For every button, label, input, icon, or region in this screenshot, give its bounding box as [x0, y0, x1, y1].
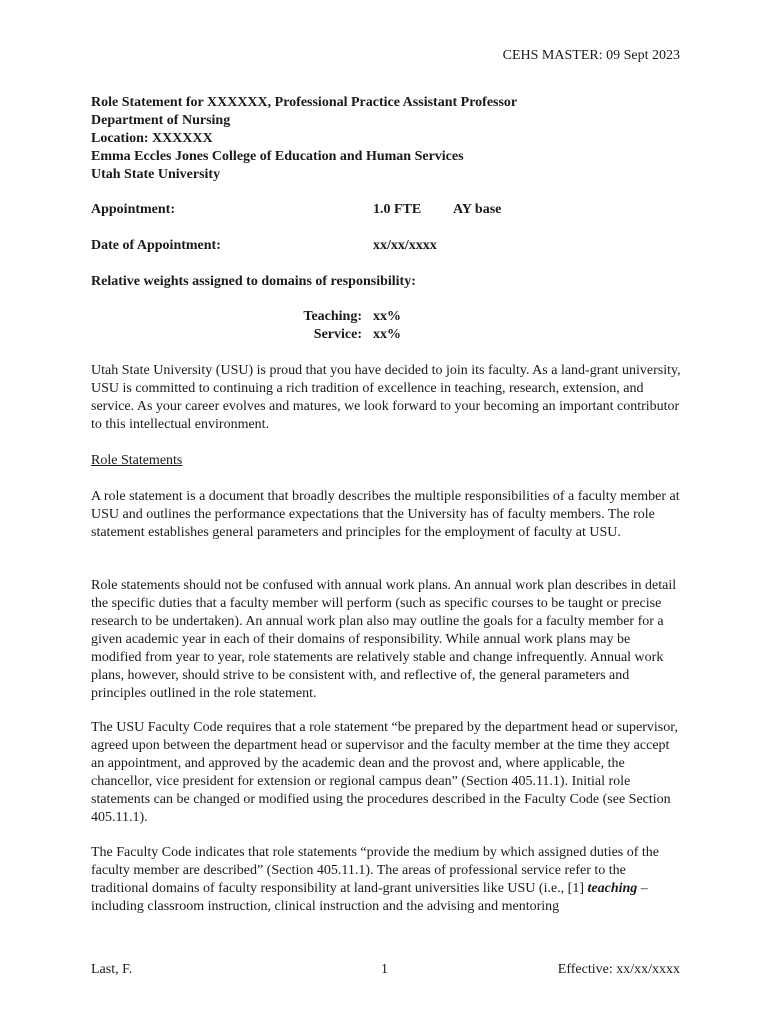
intro-text: Utah State University (USU) is proud that you have decided to join its faculty. As a land-grant university, USU is committed to continuing a rich tradition of excellence in teaching, research, extension, and service. As your career evolves and matures, we look forward to your becoming an important contributor to this intellectual environment.: [91, 363, 681, 432]
paragraph-4-start: The Faculty Code indicates that role statements “provide the medium by which assigned duties of the faculty member are described” (Section 405.11.1). The areas of professional service refer to the traditional domains of faculty responsibility at land-grant universities like USU (i.e., [1]: [91, 845, 660, 896]
teaching-emphasis: teaching: [587, 881, 638, 896]
paragraph-4-end: – including classroom instruction, clinical instruction and the advising and mentoring: [91, 881, 648, 914]
department: Department of Nursing: [91, 113, 231, 128]
location: Location: XXXXXX: [91, 131, 213, 146]
college: Emma Eccles Jones College of Education and Human Services: [91, 149, 464, 164]
paragraph-1: [91, 488, 681, 542]
university: Utah State University: [91, 167, 221, 182]
paragraph-3: [91, 719, 681, 827]
footer-name: Last, F.: [91, 962, 133, 977]
intro-paragraph: [91, 362, 681, 434]
paragraph-4: [91, 844, 681, 916]
paragraph-4-text: [91, 844, 681, 916]
footer-page-number: 1: [381, 962, 388, 977]
role-title: Role Statement for XXXXXX, Professional Practice Assistant Professor: [91, 95, 518, 110]
paragraph-1-text: A role statement is a document that broadly describes the multiple responsibilities of a faculty member at USU and outlines the performance expectations that the University has of faculty members. The role statement establishes general parameters and principles for the employment of faculty at USU.: [91, 489, 680, 540]
paragraph-3-text: The USU Faculty Code requires that a role statement “be prepared by the department head or supervisor, agreed upon between the department head or supervisor and the faculty member at the time they accept an appointment, and approved by the academic dean and the provost and, where applicable, the chancellor, vice president for extension or regional campus dean” (Section 405.11.1). Initial role statements can be changed or modified using the procedures described in the Faculty Code (see Section 405.11.1).: [91, 720, 678, 825]
service-value: xx%: [373, 327, 401, 342]
date-of-appointment-label: Date of Appointment:: [91, 238, 221, 253]
appointment-label: Appointment:: [91, 202, 176, 217]
master-header: CEHS MASTER: 09 Sept 2023: [502, 48, 680, 63]
title-block: [91, 94, 681, 184]
weights-heading: Relative weights assigned to domains of responsibility:: [91, 274, 416, 289]
date-of-appointment-value: xx/xx/xxxx: [373, 238, 437, 253]
appointment-base: AY base: [453, 202, 502, 217]
teaching-value: xx%: [373, 309, 401, 324]
appointment-fte: 1.0 FTE: [373, 202, 422, 217]
teaching-label: Teaching:: [303, 309, 362, 324]
paragraph-2: [91, 577, 681, 703]
role-statements-heading: Role Statements: [91, 453, 183, 468]
paragraph-2-text: Role statements should not be confused with annual work plans. An annual work plan describes in detail the specific duties that a faculty member will perform (such as specific courses to be taught or precise research to be undertaken). An annual work plan also may outline the goals for a faculty member for a given academic year in each of their domains of responsibility. While annual work plans may be modified from year to year, role statements are relatively stable and change infrequently. Annual work plans, however, should strive to be consistent with, and reflective of, the general parameters and principles outlined in the role statement.: [91, 578, 677, 701]
service-label: Service:: [313, 327, 362, 342]
footer-effective-date: Effective: xx/xx/xxxx: [557, 962, 680, 977]
section-heading: [91, 452, 681, 470]
